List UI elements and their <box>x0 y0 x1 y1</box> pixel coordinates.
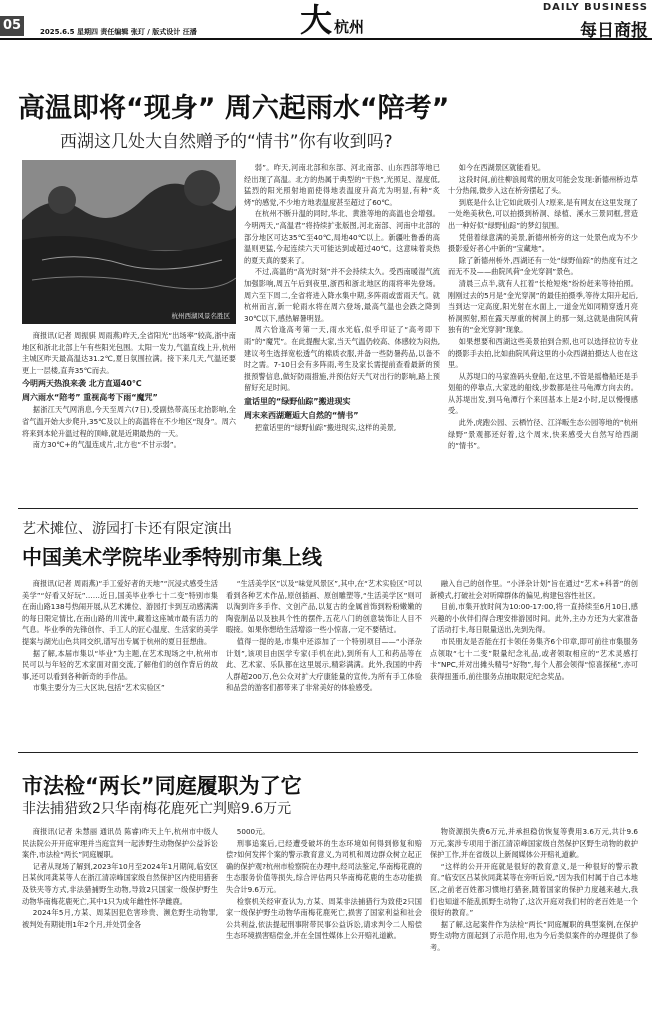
kicker: 周六雨水“陪考” 重视高考下雨“魔咒” <box>22 393 158 403</box>
paragraph: 融入自己的创作里。“小泽杂计划”旨在通过“艺术+科普”的创新模式,打破社会对听障群体的偏见,构建包容性社区。 <box>430 579 638 600</box>
paragraph: 物资源损失费6万元,并承担稳仿恢复等费用3.6万元,共计9.6万元,案涉专项用于浙江清凉峰国家级自然保护区野生动物的救护保护工作,并在省级以上新闻媒体公开赔礼道歉。 <box>430 827 638 860</box>
article3-headline: 市法检“两长”同庭履职为了它 <box>22 774 302 798</box>
paragraph: 商报讯(记者 周雨燕)“手工爱好者的天地”“沉浸式感受生活美学”“好看又好玩”……近日,国美毕业季七十二变”特别市集在南山路138号热闹开展,从艺术摊位、游园打卡到互动感满满的每日限定情比,在南山路的川流中,藏着这座城市最有活力的气息。毕业季的先锋创作、手工人的匠心温度、生活家的美学提案与湖光山色共同交织,谱写出专属于杭州的夏日狂想曲。 <box>22 579 218 646</box>
paragraph: 凭借着绿意满的美景,新德州桥旁的这一处景色成为不少摄影爱好者心中新的“宝藏地”。 <box>448 232 638 254</box>
article2-headline: 中国美术学院毕业季特别市集上线 <box>22 545 322 569</box>
photo-caption: 杭州西湖风景名胜区 <box>171 312 230 320</box>
paragraph: 如今在西湖景区就能看见。 <box>458 163 546 172</box>
article1-column-1 <box>22 330 236 500</box>
section-logo: 大 <box>300 1 333 39</box>
article2-kicker: 艺术摊位、游园打卡还有限定演出 <box>22 521 232 537</box>
paragraph: 5000元。 <box>236 827 270 836</box>
paragraph: 记者从现场了解到,2023年10月至2024年1月期间,临安区吕某伙同龚某等人在浙江清凉峰国家级自然保护区内使用猎套及铁夹等方式,非法猎捕野生动物,导致2只国家一级保护野生动物华南梅花鹿死亡,其中1只为成年雌性怀孕雌鹿。 <box>22 861 218 906</box>
article2-column-2 <box>226 578 422 744</box>
paragraph: 目前,市集开放时间为10:00-17:00,将一直持续至6月10日,感兴趣的小伙伴们得合理安排游园时间。此外,主办方还为大家准备了活动打卡,每日限量送出,先到先得。 <box>430 602 638 635</box>
brand-chinese: 每日商报 <box>580 21 648 41</box>
section-divider <box>18 752 638 753</box>
paragraph: 此外,虎跑公园、云栖竹径、江洋畈生态公园等地的“杭州绿野”景观都还好着,这个周末,快来感受大自然写给西湖的“情书”。 <box>448 418 638 451</box>
dateline: 2025.6.5 星期四 责任编辑 张玎 / 版式设计 汪潘 <box>40 28 197 36</box>
kicker: 今明两天热浪来袭 北方直逼40℃ <box>22 379 142 389</box>
article1-photo <box>22 160 236 324</box>
article3-column-1 <box>22 826 218 1016</box>
paragraph: 清晨三点半,就有人扛着“长枪短炮”纷纷赶来等待拍照。刚刚过去的5月是“金光穿洞”的最佳拍摄季,等待太阳升起后,当到达一定高度,阳光射在水面上,一道金光如同精穿透月亮桥洞照射,照在露天厚重的树洞上的那一刻,这就是曲院风荷独有的“金光穿洞”现象。 <box>448 278 638 335</box>
article1-subheadline: 西湖这几处大自然赠予的“情书”你有收到吗? <box>60 132 393 152</box>
paragraph: 值得一提的是,市集中还添加了一个特别项目——“小泽杂计划”,该项目由医学专家(手机在此),到所有人工和药品等在此、艺术家、乐队都在这里展示,精彩满满。此外,我国的中药人群超200万,色公众对扩大疗康能量的宣传,为所有手工体验和品尝的游客们都带来了非常美好的体验感受。 <box>226 636 422 693</box>
paragraph: 周六恰逢高考第一天,雨水光临,似乎印证了“高考即下雨”的“魔咒”。在此提醒大家,当天气温仍较高、体感较为闷热,建议考生选择宽松透气的棉质衣服,并备一些防暑药品,以备不时之需。7-10日会有多阵雨,考生及家长需提前查看最新的预报预警信息,做好防雨措施,并预估好天气对出行的影响,路上预留好充足时间。 <box>244 325 440 393</box>
kicker: 童话里的“绿野仙踪”搬进现实 <box>244 396 351 406</box>
paragraph: “生活美学区”以及“味觉风景区”,其中,在“艺术实验区”可以看到各种艺术作品,原创插画、原创雕塑等,“生活美学区”则可以淘到许多手作、文创产品,以复古的金属首饰到粉粉嫩嫩的陶瓷制品以及独具个性的摆件,五花八门的创意装饰让人目不暇接。如果你想给生活增添一些小惊喜,一定不要错过。 <box>226 579 422 635</box>
section-city: 杭州 <box>334 18 365 36</box>
masthead <box>0 0 652 40</box>
paragraph: 弱”。昨天,河南北部和东部、河北南部、山东西部等地已经出现了高温。北方的热属于典型的“干热”,光照足、湿度低,猛烈的阳光照射地面使得地表温度升高尤为明显,有种“炙烤”的感觉,不少地方地表温度甚至超过了60℃。 <box>244 163 440 207</box>
article3-column-2 <box>226 826 422 1016</box>
paragraph: 商报讯(记者 周振骐 周雨燕)昨天,全省阳光“出场率”较高,浙中南地区和浙北北部上午有些阳光包围。太阳一发力,气温直线上升,杭州主城区昨天最高温达31.2℃,夏日氛围拉满。接下来几天,气温还要更上一层楼,直奔35℃而去。 <box>22 331 236 375</box>
paragraph: 把童话里的“绿野仙踪”搬进现实,这样的美景, <box>254 422 397 432</box>
paragraph: 据了解,这起案件作为法检“两长”同庭履职的典型案例,在保护野生动物方面起到了示范作用,也为今后类似案件的办理提供了参考。 <box>430 919 638 952</box>
paragraph: 这段时间,前往柳浪闻莺的朋友可能会发现:新德州桥边草十分热闹,微步入这在桥旁摆起了头。 <box>448 174 638 196</box>
paragraph: 从苏堤口的马家渔码头登船,在这里,不管是摇橹船还是手划船的停靠点,大家选的船线,步数都是往马龟潭方向去的。从苏堤出发,到马龟潭行个来回基本上是2小时,足以慢慢感受。 <box>448 371 638 416</box>
paragraph: 南方30℃+的气温连成片,北方也“不甘示弱”。 <box>32 440 181 450</box>
paragraph: 市民朋友是否能在打卡领任务集齐6个印章,即可前往市集服务点领取“七十二变”限量纪念礼品,或者领取相应的“艺术灵感打卡”NPC,并对出摊头精号“好物”,每个人都会领得“惊喜探秘”,亦可获得扭蛋币,前往服务点抽取限定纪念奖品。 <box>430 636 638 681</box>
paragraph: 刑事追案后,已经遭受破坏的生态环境如何得到修复和赔偿?如何发挥个案的警示教育意义,为司机和周边群众树立起正确的保护观?杭州市检察院在办理中,经司法鉴定,华南梅花鹿的生态服务价值等损失,综合评估两只华南梅花鹿的生态功能损失合计9.6万元。 <box>226 838 422 894</box>
paragraph: 不过,高温的“高光时刻”并不会持续太久。受西南暖湿气流加强影响,周五午后到夜里,浙西和浙北地区的雨将率先登场。周六至下周二,全省将进入降水集中期,多阵雨或雷雨天气。就杭州而言,新一轮雨水将在周六登场,最高气温也会跌之降到30℃以下,感热解暑明显。 <box>244 267 440 323</box>
article2-column-3 <box>430 578 638 744</box>
lake-photo-illustration <box>22 160 236 324</box>
paragraph: 在杭州不断升温的同时,华北、黄淮等地的高温也会增强。今明两天,“高温君”将持续扩张版图,河北南部、河南中北部的部分地区可达35℃至40℃,局地40℃以上。新疆吐鲁番的高温则更猛,今起连续六天可能达到或超过40℃。这意味着炎热的夏天真的要来了。 <box>244 209 440 265</box>
brand-english: DAILY BUSINESS <box>542 2 648 13</box>
article1-column-2 <box>244 162 440 500</box>
paragraph: 如果想要和西湖这些美景拍到合照,也可以选择拉访专业的摄影手去拍,比如曲院风荷这里的小众西湖拍摄达人也在这里。 <box>448 336 638 370</box>
paragraph: 据了解,本届市集以“毕业”为主题,在艺术现场之中,杭州市民可以与年轻的艺术家面对面交流,了解他们的创作背后的故事,还可以看到各种新奇的手作品。 <box>22 648 218 681</box>
paragraph: 市集主要分为三大区块,包括“艺术实验区” <box>32 683 165 693</box>
paragraph: 2024年5月,方某、周某因犯危害珍贵、濒危野生动物罪,被判处有期徒刑1年2个月,并处罚金各 <box>22 908 218 929</box>
paragraph: 据浙江天气网消息,今天至周六(7日),受副热带高压北抬影响,全省气温开始大步爬升,35℃及以上的高温将在不少地区“现身”。周六将来到本轮升温过程的顶峰,就是近期最热的一天。 <box>22 405 236 438</box>
article3-subheadline: 非法捕猎致2只华南梅花鹿死亡判赔9.6万元 <box>22 801 292 817</box>
page-number: 05 <box>0 16 24 36</box>
article2-column-1 <box>22 578 218 744</box>
paragraph: 检察机关经审查认为,方某、周某非法捕猎行为致使2只国家一级保护野生动物华南梅花鹿死亡,损害了国家利益和社会公共利益,依法提起刑事附带民事公益诉讼,请求判令二人赔偿生态环境损害赔偿金,并在全国性媒体上公开赔礼道歉。 <box>226 896 422 941</box>
article1-headline: 高温即将“现身” 周六起雨水“陪考” <box>18 93 450 124</box>
paragraph: 商报讯(记者 朱慧丽 通讯员 陈睿)昨天上午,杭州市中级人民法院公开开庭审理并当庭宣判一起涉野生动物保护公益诉讼案件,市法检“两长”同庭履职。 <box>22 827 218 860</box>
article1-column-3 <box>448 162 638 500</box>
paragraph: 除了新德州桥外,西湖还有一处“绿野仙踪”的热度有过之而无不及——曲院风荷“金光穿洞”景色。 <box>448 255 638 277</box>
article3-column-3 <box>430 826 638 1016</box>
kicker: 周末来西湖邂逅大自然的“情书” <box>244 410 359 420</box>
paragraph: 到底是什么让它如此吸引人?原来,是有网友在这里发现了一处绝美秋色,可以拍摄到桥洞、绿植、溪水三景同框,营造出一种好似“绿野仙踪”的梦幻氛围。 <box>448 197 638 230</box>
section-divider <box>18 508 638 509</box>
paragraph: “这样的公开开庭就是很好的教育意义,是一种很好的警示教育。”临安区吕某伙同龚某等在旁听后说,“因为我们村属于自己本地区,之前老百姓都习惯地打猎套,随着国家的保护力度越来越大,我们也知道不能乱抓野生动物了,这次开庭对我们村的老百姓是一个很好的教育。” <box>430 861 638 918</box>
